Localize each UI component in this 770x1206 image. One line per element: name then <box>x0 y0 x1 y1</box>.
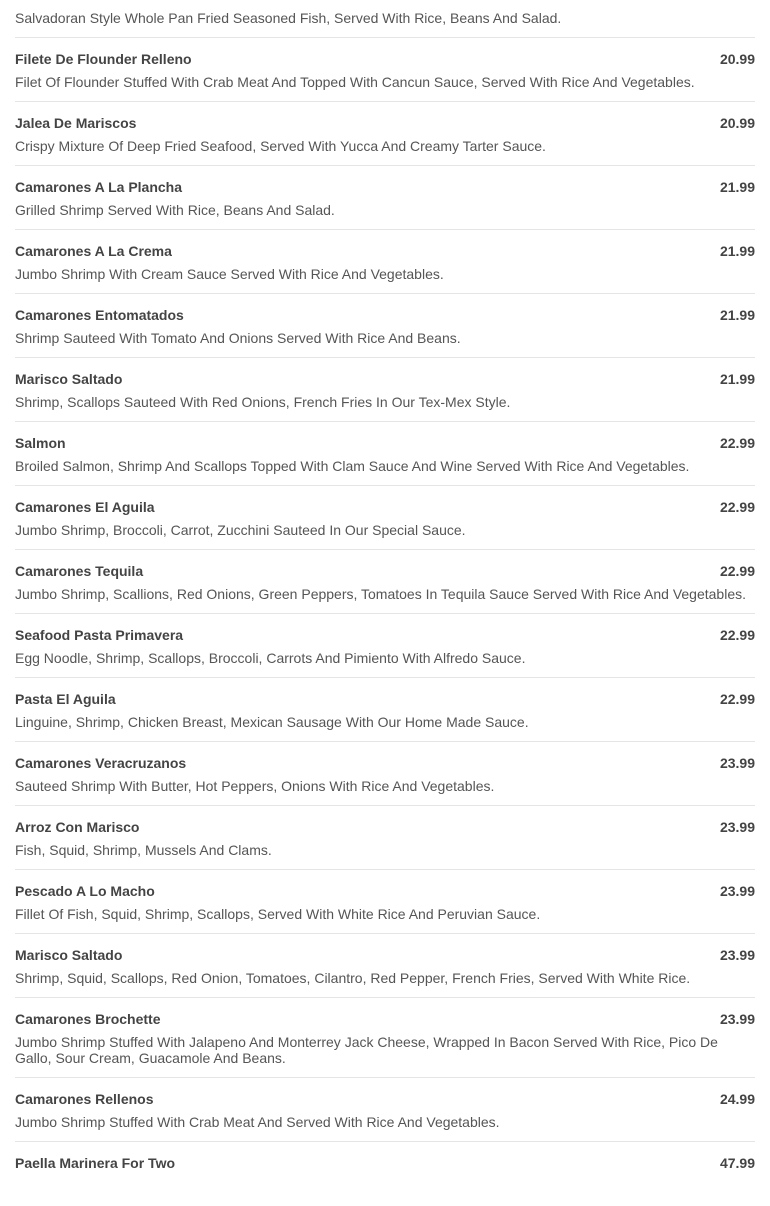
menu-item[interactable] <box>15 614 755 678</box>
menu-item[interactable] <box>15 870 755 934</box>
menu-item-name: Camarones A La Crema <box>15 243 172 259</box>
menu-item[interactable] <box>15 230 755 294</box>
menu-item-price: 23.99 <box>719 947 755 963</box>
menu-item-name: Camarones Tequila <box>15 563 144 579</box>
menu-item-price: 20.99 <box>719 51 755 67</box>
menu-item-name: Salmon <box>15 435 66 451</box>
menu-list <box>15 0 755 1206</box>
menu-item-description: Fish, Squid, Shrimp, Mussels And Clams. <box>15 842 272 858</box>
menu-item-price: 21.99 <box>719 371 755 387</box>
menu-item-description: Sauteed Shrimp With Butter, Hot Peppers, Onions With Rice And Vegetables. <box>15 778 495 794</box>
menu-item[interactable] <box>15 998 755 1078</box>
menu-item-price: 21.99 <box>719 243 755 259</box>
menu-item-price: 23.99 <box>719 819 755 835</box>
menu-item-name: Pasta El Aguila <box>15 691 116 707</box>
menu-item-description: Shrimp, Scallops Sauteed With Red Onions, French Fries In Our Tex-Mex Style. <box>15 394 511 410</box>
menu-item-price: 23.99 <box>719 755 755 771</box>
menu-item[interactable] <box>15 934 755 998</box>
menu-item-price: 47.99 <box>719 1155 755 1171</box>
menu-item-name: Camarones El Aguila <box>15 499 155 515</box>
menu-item-description: Jumbo Shrimp Stuffed With Crab Meat And Served With Rice And Vegetables. <box>15 1114 500 1130</box>
menu-item-description: Fillet Of Fish, Squid, Shrimp, Scallops, Served With White Rice And Peruvian Sauce. <box>15 906 541 922</box>
menu-item-name: Filete De Flounder Relleno <box>15 51 192 67</box>
menu-item-name: Camarones Rellenos <box>15 1091 154 1107</box>
menu-item-price: 22.99 <box>719 435 755 451</box>
menu-item-description: Jumbo Shrimp, Scallions, Red Onions, Green Peppers, Tomatoes In Tequila Sauce Served With Rice And Vegetables. <box>15 586 746 602</box>
menu-item-name: Pescado A Lo Macho <box>15 883 155 899</box>
menu-item-description: Shrimp, Squid, Scallops, Red Onion, Tomatoes, Cilantro, Red Pepper, French Fries, Served With White Rice. <box>15 970 691 986</box>
menu-item[interactable] <box>15 1142 755 1206</box>
menu-item-name: Camarones A La Plancha <box>15 179 183 195</box>
menu-item-name: Seafood Pasta Primavera <box>15 627 184 643</box>
menu-item-description: Broiled Salmon, Shrimp And Scallops Topped With Clam Sauce And Wine Served With Rice And Vegetables. <box>15 458 690 474</box>
menu-item-description: Filet Of Flounder Stuffed With Crab Meat And Topped With Cancun Sauce, Served With Rice And Vegetables. <box>15 74 695 90</box>
menu-item[interactable] <box>15 294 755 358</box>
menu-item-price: 24.99 <box>719 1091 755 1107</box>
menu-item-name: Camarones Brochette <box>15 1011 161 1027</box>
menu-item-description: Grilled Shrimp Served With Rice, Beans And Salad. <box>15 202 335 218</box>
menu-item[interactable] <box>15 422 755 486</box>
menu-item-name: Camarones Veracruzanos <box>15 755 187 771</box>
menu-item-name: Jalea De Mariscos <box>15 115 137 131</box>
menu-item[interactable] <box>15 486 755 550</box>
menu-item[interactable] <box>15 678 755 742</box>
menu-item-price: 22.99 <box>719 691 755 707</box>
menu-item-name: Marisco Saltado <box>15 947 123 963</box>
menu-item-name: Paella Marinera For Two <box>15 1155 176 1171</box>
menu-item-price: 23.99 <box>719 883 755 899</box>
menu-item-price: 22.99 <box>719 563 755 579</box>
menu-item-price: 21.99 <box>719 179 755 195</box>
menu-item[interactable] <box>15 358 755 422</box>
menu-item[interactable] <box>15 166 755 230</box>
menu-item[interactable] <box>15 102 755 166</box>
menu-item-description: Shrimp Sauteed With Tomato And Onions Served With Rice And Beans. <box>15 330 461 346</box>
menu-item-description: Egg Noodle, Shrimp, Scallops, Broccoli, Carrots And Pimiento With Alfredo Sauce. <box>15 650 526 666</box>
menu-item-price: 20.99 <box>719 115 755 131</box>
menu-item-description: Jumbo Shrimp With Cream Sauce Served With Rice And Vegetables. <box>15 266 444 282</box>
menu-item-description: Jumbo Shrimp Stuffed With Jalapeno And Monterrey Jack Cheese, Wrapped In Bacon Served With Rice, Pico De Gallo, Sour Cream, Guacamole And Beans. <box>15 1034 718 1066</box>
menu-item-price: 23.99 <box>719 1011 755 1027</box>
menu-item-description: Jumbo Shrimp, Broccoli, Carrot, Zucchini Sauteed In Our Special Sauce. <box>15 522 466 538</box>
menu-item-price: 21.99 <box>719 307 755 323</box>
menu-item-price: 22.99 <box>719 499 755 515</box>
menu-item-name: Marisco Saltado <box>15 371 123 387</box>
menu-item-name: Arroz Con Marisco <box>15 819 140 835</box>
menu-item[interactable] <box>15 806 755 870</box>
menu-item-description: Salvadoran Style Whole Pan Fried Seasoned Fish, Served With Rice, Beans And Salad. <box>15 0 755 38</box>
menu-item-price: 22.99 <box>719 627 755 643</box>
menu-item-name: Camarones Entomatados <box>15 307 184 323</box>
menu-item[interactable] <box>15 1078 755 1142</box>
menu-item[interactable] <box>15 38 755 102</box>
menu-item-description: Linguine, Shrimp, Chicken Breast, Mexican Sausage With Our Home Made Sauce. <box>15 714 529 730</box>
menu-item[interactable] <box>15 550 755 614</box>
menu-item[interactable] <box>15 742 755 806</box>
menu-item-description: Crispy Mixture Of Deep Fried Seafood, Served With Yucca And Creamy Tarter Sauce. <box>15 138 546 154</box>
